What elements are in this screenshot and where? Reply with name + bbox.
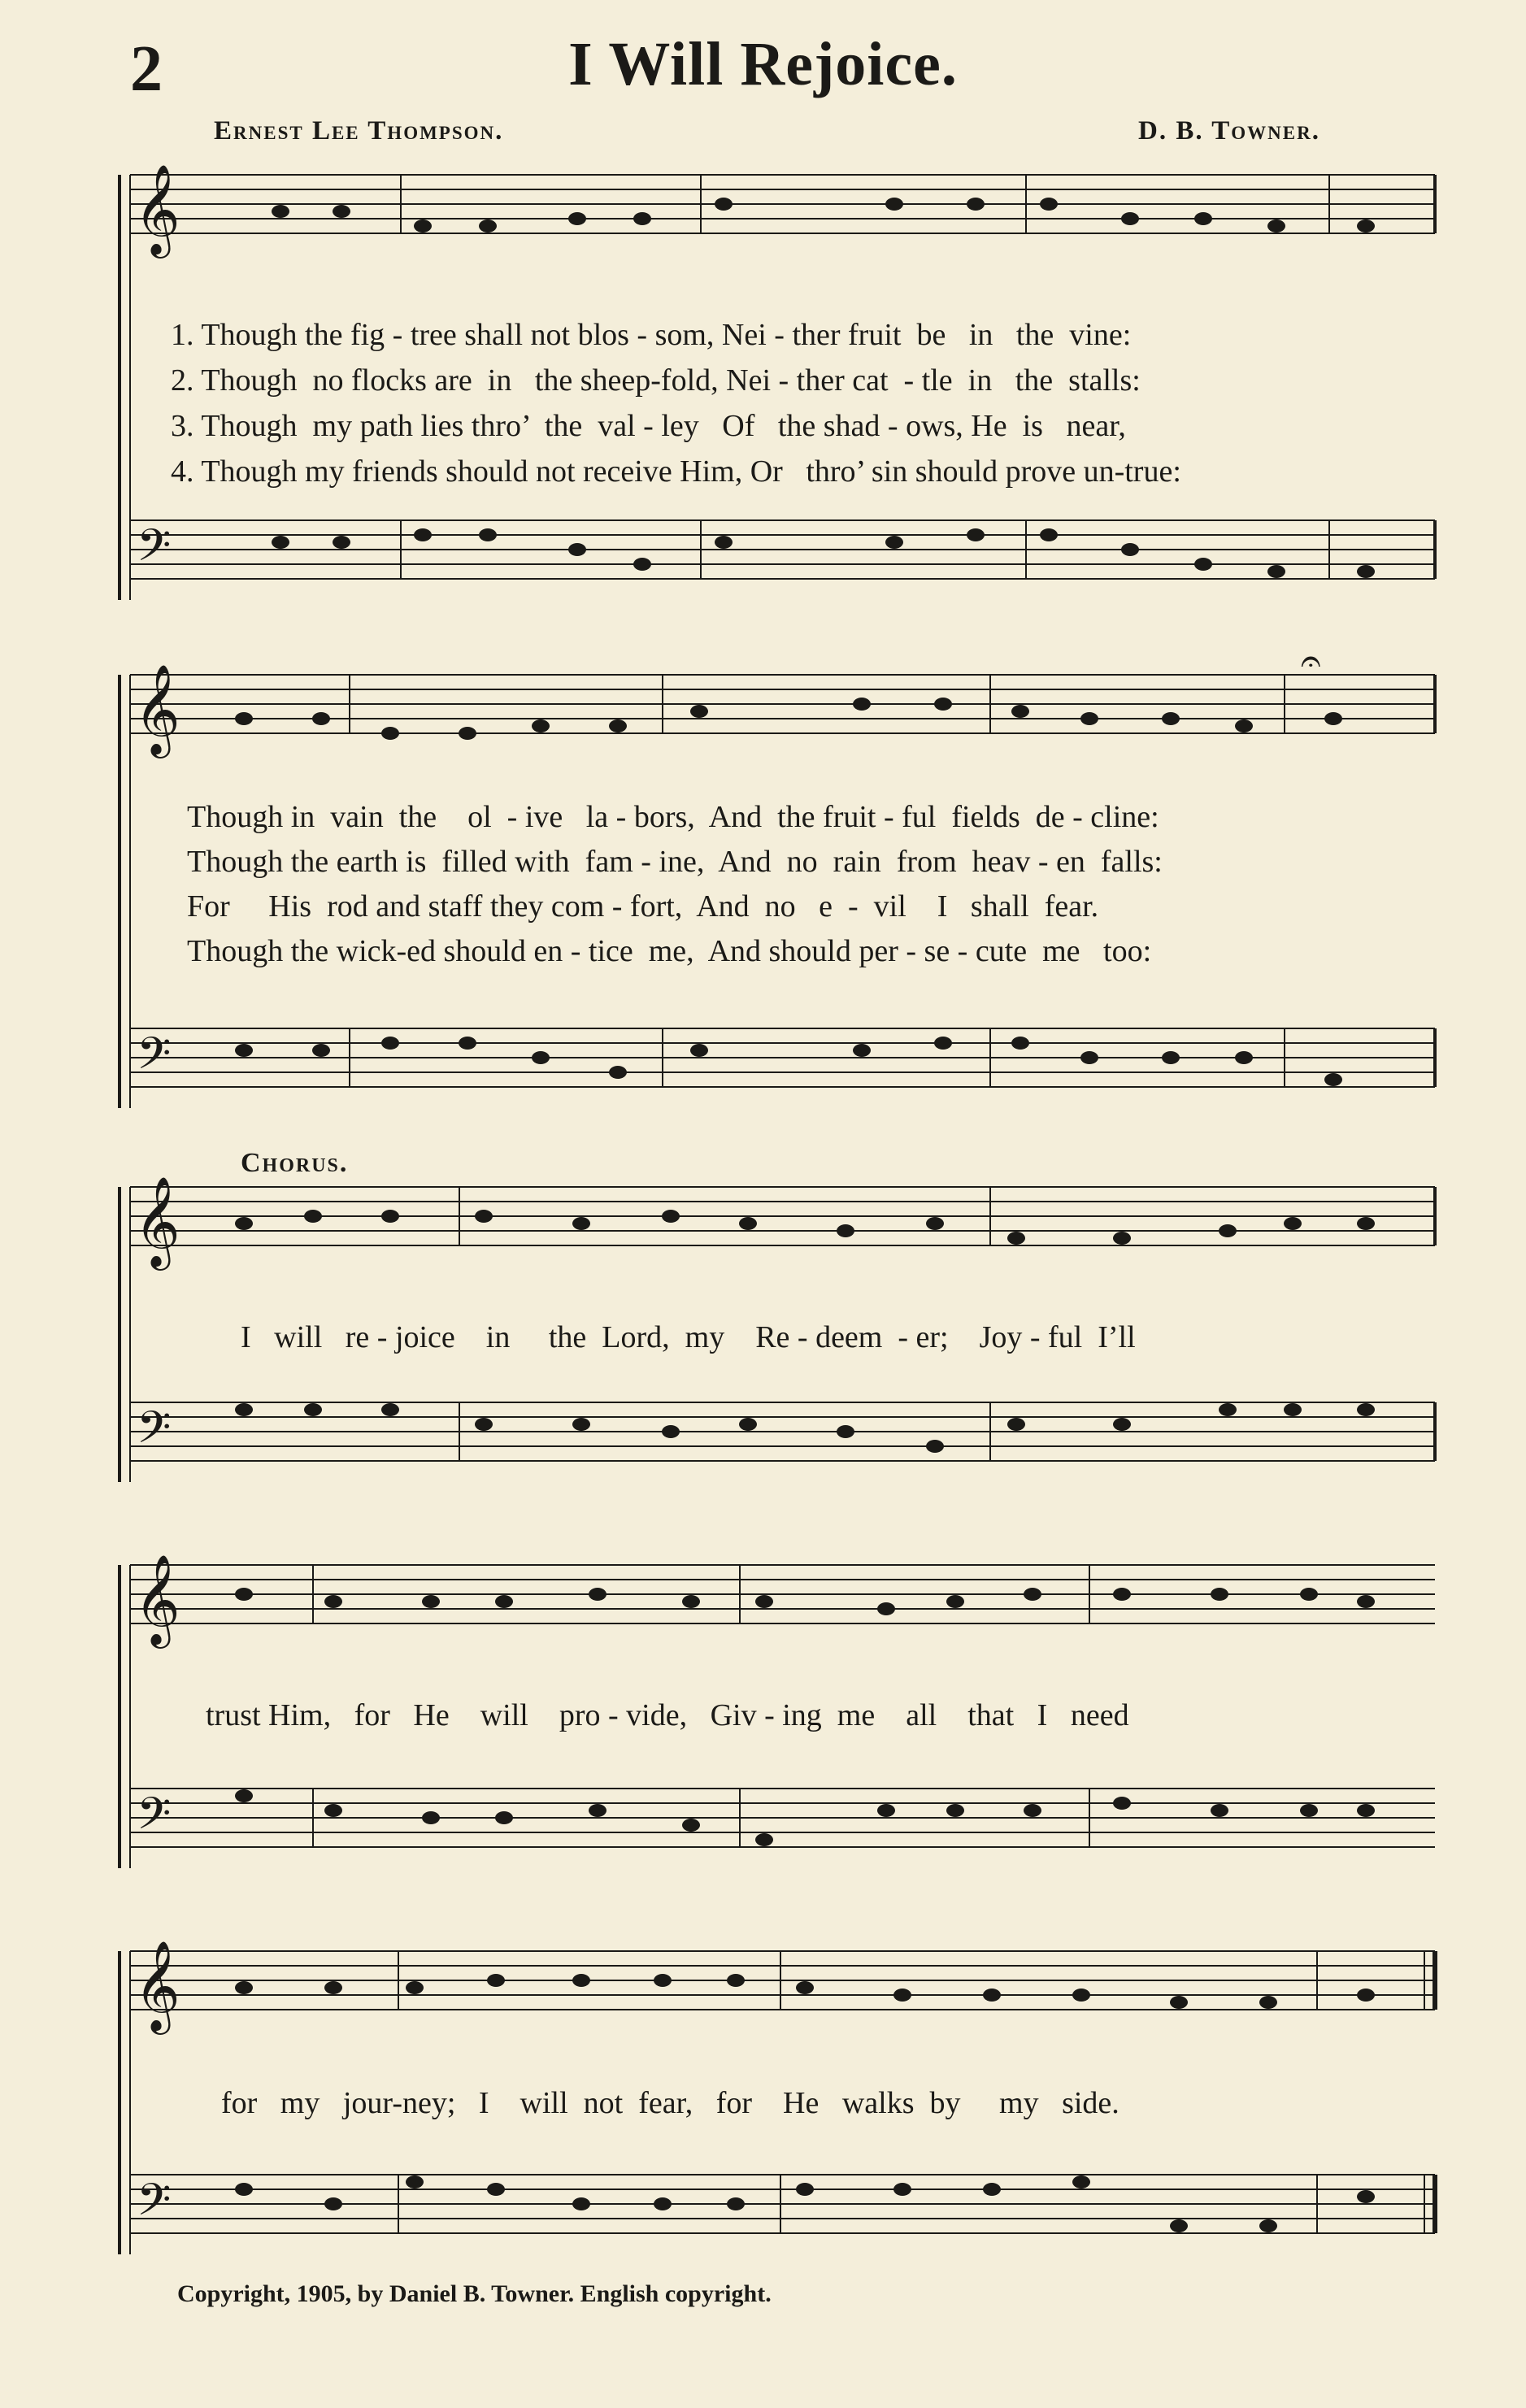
fermata-icon: 𝄐 [1301,641,1321,681]
stanza-2-line-1: Though in vain the ol - ive la - bors, And the fruit - ful fields de - cline: [187,800,1159,834]
bass-clef-icon: 𝄢 [137,2176,172,2236]
page-title: I Will Rejoice. [568,30,958,98]
treble-clef-icon: 𝄞 [134,1178,180,1265]
chorus-lyric-line-3: for my jour-ney; I will not fear, for He walks by my side. [221,2086,1120,2120]
composer-credit: D. B. Towner. [1138,116,1320,146]
lyricist-credit: Ernest Lee Thompson. [214,116,504,146]
stanza-1-line-1: 1. Though the fig - tree shall not blos - som, Nei - ther fruit be in the vine: [171,318,1132,352]
stanza-2-line-4: Though the wick-ed should en - tice me, And should per - se - cute me too: [187,934,1152,968]
chorus-lyric-line-1: I will re - joice in the Lord, my Re - deem - er; Joy - ful I’ll [241,1320,1136,1354]
bass-clef-icon: 𝄢 [137,1790,172,1849]
bass-clef-icon: 𝄢 [137,1030,172,1089]
treble-clef-icon: 𝄞 [134,1556,180,1643]
bass-clef-icon: 𝄢 [137,1404,172,1463]
stanza-2-line-2: Though the earth is filled with fam - ine, And no rain from heav - en falls: [187,845,1163,879]
chorus-label: Chorus. [241,1148,349,1178]
treble-clef-icon: 𝄞 [134,1942,180,2029]
bass-clef-icon: 𝄢 [137,522,172,581]
treble-clef-icon: 𝄞 [134,666,180,753]
stanza-2-line-3: For His rod and staff they com - fort, And no e - vil I shall fear. [187,889,1099,924]
treble-clef-icon: 𝄞 [134,166,180,253]
stanza-1-line-4: 4. Though my friends should not receive Him, Or thro’ sin should prove un-true: [171,454,1181,489]
chorus-lyric-line-2: trust Him, for He will pro - vide, Giv - ing me all that I need [206,1698,1129,1732]
bass-staff [130,520,1435,579]
stanza-1-line-3: 3. Though my path lies thro’ the val - ley Of the shad - ows, He is near, [171,409,1126,443]
treble-staff [130,175,1435,233]
page-number: 2 [130,33,163,105]
copyright-notice: Copyright, 1905, by Daniel B. Towner. English copyright. [177,2280,772,2307]
stanza-1-line-2: 2. Though no flocks are in the sheep-fold, Nei - ther cat - tle in the stalls: [171,363,1141,398]
